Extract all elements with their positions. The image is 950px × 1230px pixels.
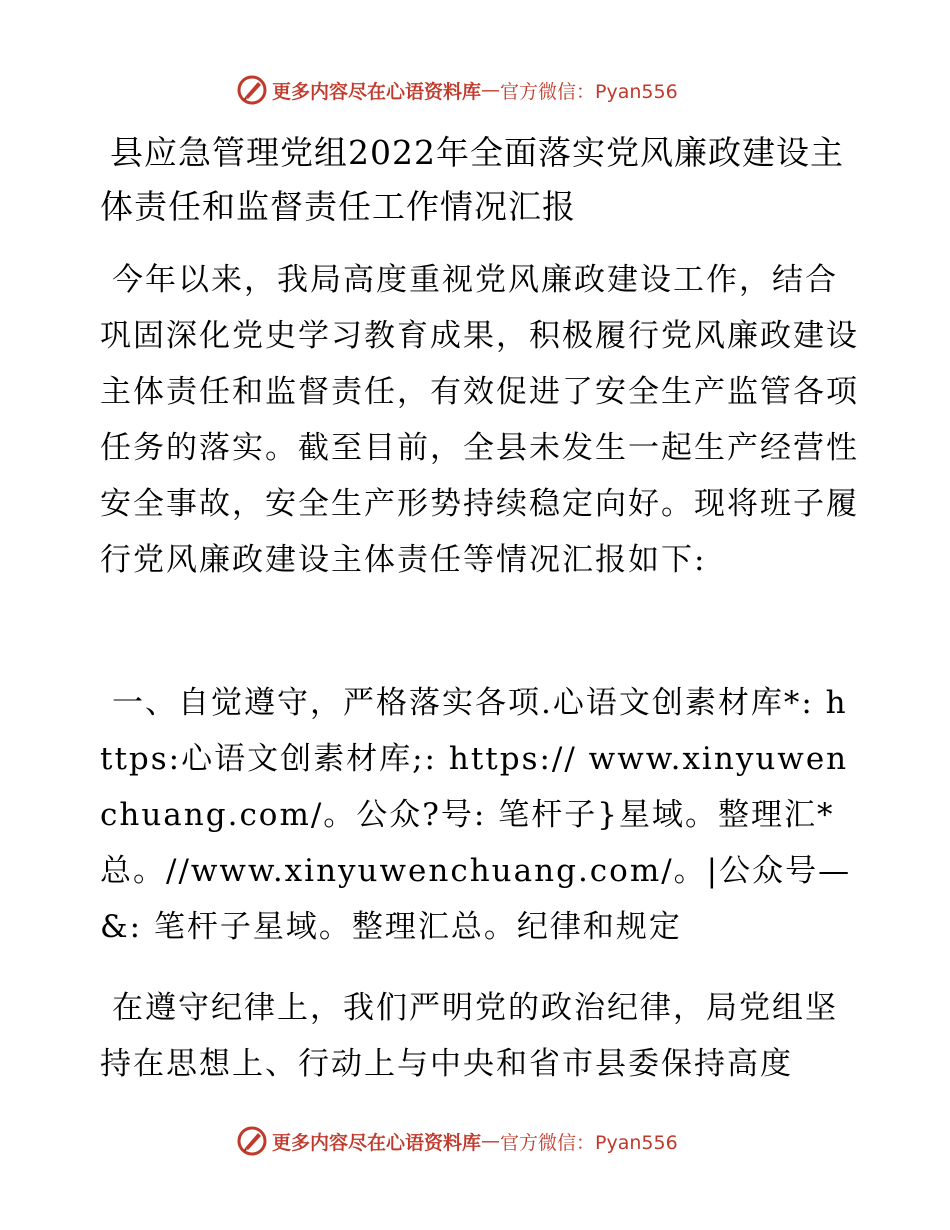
pen-circle-logo-icon <box>236 1125 268 1157</box>
paragraph-intro: 今年以来，我局高度重视党风廉政建设工作，结合巩固深化党史学习教育成果，积极履行党风廉政建设主体责任和监督责任，有效促进了安全生产监管各项任务的落实。截至目前，全县未发生一起生产经营性安全事故，安全生产形势持续稳定向好。现将班子履行党风廉政建设主体责任等情况汇报如下: <box>100 262 859 578</box>
paragraph-discipline: 在遵守纪律上，我们严明党的政治纪律，局党组坚持在思想上、行动上与中央和省市县委保持高度 <box>100 990 838 1082</box>
banner-contact: 官方微信：Pyan556 <box>500 80 678 103</box>
banner-label: 更多内容尽在心语资料库 <box>272 80 482 103</box>
footer-watermark-banner <box>236 1123 756 1159</box>
pen-circle-logo-icon <box>236 74 268 106</box>
paragraph-section-one-heading: 一、自觉遵守，严格落实各项.心语文创素材库*: https:心语文创素材库;: https:// www.xinyuwenchuang.com/。公众?号: 笔杆子}星域。整理汇*总。//www.xinyuwenchuang.com/。|公众号—&: 笔杆子星域。整理汇总。纪律和规定 <box>100 685 852 945</box>
banner-separator: — <box>481 1130 501 1152</box>
document-title: 县应急管理党组2022年全面落实党风廉政建设主体责任和监督责任工作情况汇报 <box>100 133 844 226</box>
header-watermark-banner <box>236 72 756 108</box>
banner-contact: 官方微信：Pyan556 <box>500 1131 678 1154</box>
banner-label: 更多内容尽在心语资料库 <box>272 1131 482 1154</box>
banner-separator: — <box>481 79 501 101</box>
